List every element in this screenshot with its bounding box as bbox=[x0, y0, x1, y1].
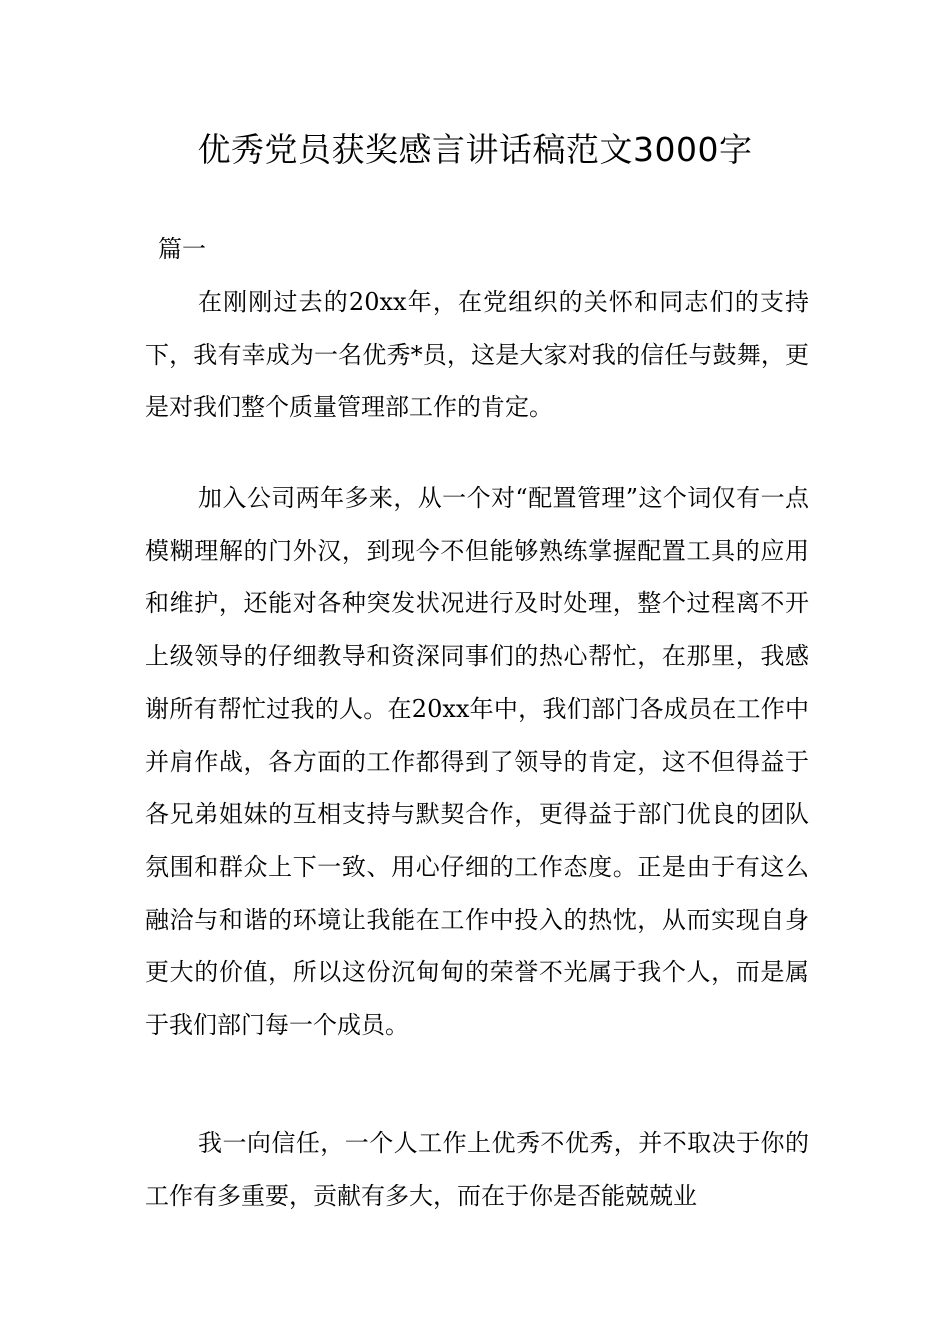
paragraph-1: 在刚刚过去的20xx年，在党组织的关怀和同志们的支持下，我有幸成为一名优秀*员，这是大家对我的信任与鼓舞，更是对我们整个质量管理部工作的肯定。 bbox=[145, 288, 809, 422]
paragraph-3: 我一向信任，一个人工作上优秀不优秀，并不取决于你的工作有多重要，贡献有多大，而在于你是否能兢兢业 bbox=[145, 1129, 809, 1210]
document-title: 优秀党员获奖感言讲话稿范文3000字 bbox=[197, 130, 753, 169]
paragraph-2: 加入公司两年多来，从一个对“配置管理”这个词仅有一点模糊理解的门外汉，到现今不但能够熟练掌握配置工具的应用和维护，还能对各种突发状况进行及时处理，整个过程离不开上级领导的仔细教导和资深同事们的热心帮忙，在那里，我感谢所有帮忙过我的人。在20xx年中，我们部门各成员在工作中并肩作战，各方面的工作都得到了领导的肯定，这不但得益于各兄弟姐妹的互相支持与默契合作，更得益于部门优良的团队氛围和群众上下一致、用心仔细的工作态度。正是由于有这么融洽与和谐的环境让我能在工作中投入的热忱，从而实现自身更大的价值，所以这份沉甸甸的荣誉不光属于我个人，而是属于我们部门每一个成员。 bbox=[145, 484, 809, 1040]
section-label: 篇一 bbox=[158, 235, 206, 263]
